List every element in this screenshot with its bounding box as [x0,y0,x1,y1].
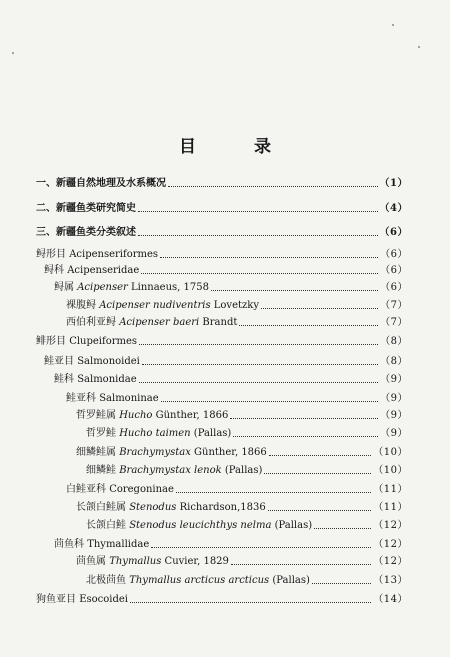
dot-leader [139,382,379,383]
entry-scientific-name: Stenodus [129,502,177,513]
entry-scientific-name: Thymallus [109,556,162,567]
toc-entry[interactable] [86,567,408,587]
entry-chinese-name: 北极茴鱼 [86,575,130,586]
toc-entry[interactable] [76,548,408,568]
toc-page-number: （6） [380,265,408,276]
toc-page-number: （12） [373,520,408,531]
toc-page-number: （8） [380,356,408,367]
toc-entry-label [36,335,139,348]
entry-scientific-name: Thymallus arcticus arcticus [129,575,270,586]
dot-leader [314,528,371,529]
entry-chinese-name: 哲罗鲑属 [76,410,120,421]
entry-chinese-name: 裸腹鲟 [66,300,100,311]
paper-speck [392,24,394,26]
toc-entry[interactable] [54,274,408,294]
dot-leader [268,510,372,511]
toc-entry[interactable] [86,512,408,532]
entry-latin-text: Linnaeus, 1758 [127,282,209,293]
toc-page-number: （13） [373,575,408,586]
toc-page-number: （12） [373,556,408,567]
page-title: 目 录 [179,137,297,157]
dot-leader [138,211,378,212]
entry-latin-text: Lovetzky [210,300,259,311]
dot-leader [231,564,371,565]
toc-entry[interactable] [36,586,408,606]
entry-scientific-name: Acipenser nudiventris [99,300,211,311]
entry-chinese-name: 鲟属 [54,282,78,293]
entry-latin-text: Acipenseridae [67,265,140,276]
entry-chinese-name: 二、新疆鱼类研究简史 [36,203,136,214]
toc-entry-label [36,177,168,190]
toc-entry[interactable] [66,309,408,329]
dot-leader [312,583,371,584]
dot-leader [176,492,371,493]
entry-latin-text: Clupeiformes [69,336,138,347]
toc-page-number: （6） [380,282,408,293]
entry-latin-text: (Pallas) [271,520,313,531]
toc-page-number: （9） [380,428,408,439]
entry-chinese-name: 狗鱼亚目 [36,594,80,605]
toc-entry[interactable] [76,402,408,422]
toc-entry-label [36,593,130,606]
toc-entry[interactable] [76,439,408,459]
toc-entry[interactable] [66,476,408,496]
dot-leader [211,290,378,291]
entry-latin-text: (Pallas) [221,465,263,476]
toc-page-number: （12） [373,539,408,550]
dot-leader [264,473,371,474]
toc-page-number: （11） [373,502,408,513]
entry-latin-text: Cuvier, 1829 [161,556,229,567]
toc-entry[interactable] [44,348,408,368]
entry-chinese-name: 细鳞鲑 [86,465,120,476]
entry-chinese-name: 茴鱼属 [76,556,110,567]
toc-entry[interactable] [86,457,408,477]
toc-entry[interactable] [54,366,408,386]
toc-entry-label [36,202,138,215]
toc-page-number: （6） [380,249,408,260]
entry-chinese-name: 鲟科 [44,265,68,276]
toc-page-number: （11） [373,484,408,495]
entry-latin-text: Coregoninae [109,484,174,495]
toc-page-number: （9） [380,410,408,421]
entry-latin-text: Acipenseriformes [69,249,159,260]
paper-speck [418,46,420,48]
paper-speck [12,52,14,54]
entry-scientific-name: Brachymystax lenok [119,465,222,476]
entry-scientific-name: Acipenser [77,282,128,293]
entry-scientific-name: Hucho taimen [119,428,191,439]
entry-chinese-name: 鲑亚目 [44,356,78,367]
dot-leader [230,418,378,419]
entry-latin-text: Esocoidei [79,594,128,605]
entry-chinese-name: 西伯利亚鲟 [66,317,120,328]
toc-entry[interactable] [76,494,408,514]
toc-page-number: （7） [380,300,408,311]
entry-chinese-name: 细鳞鲑属 [76,447,120,458]
entry-chinese-name: 白鲑亚科 [66,484,110,495]
entry-scientific-name: Acipenser baeri [119,317,200,328]
entry-latin-text: Salmonoidei [77,356,140,367]
entry-scientific-name: Hucho [119,410,153,421]
entry-chinese-name: 鲟形目 [36,249,70,260]
entry-chinese-name: 长颌白鲑 [86,520,130,531]
dot-leader [239,325,378,326]
toc-page-number: （1） [379,178,408,189]
entry-latin-text: Günther, 1866 [152,410,229,421]
entry-latin-text: Thymallidae [87,539,150,550]
entry-latin-text: Richardson,1836 [176,502,266,513]
entry-scientific-name: Brachymystax [119,447,191,458]
entry-latin-text: Brandt [199,317,238,328]
toc-entry[interactable] [86,420,408,440]
entry-latin-text: Salmonidae [77,374,137,385]
toc-page-number: （6） [379,227,408,238]
toc-entry[interactable] [36,195,408,215]
dot-leader [138,235,378,236]
dot-leader [139,344,378,345]
dot-leader [130,602,371,603]
entry-chinese-name: 鲑科 [54,374,78,385]
entry-chinese-name: 哲罗鲑 [86,428,120,439]
entry-latin-text: (Pallas) [190,428,232,439]
entry-chinese-name: 鲱形目 [36,336,70,347]
entry-chinese-name: 鲑亚科 [66,393,100,404]
entry-latin-text: Salmoninae [99,393,159,404]
toc-page-number: （4） [379,203,408,214]
toc-entry[interactable] [36,170,408,190]
toc-page-number: （9） [380,393,408,404]
toc-entry-label [36,226,138,239]
toc-entry[interactable] [36,328,408,348]
toc-page-number: （14） [373,594,408,605]
entry-scientific-name: Stenodus leucichthys nelma [129,520,272,531]
dot-leader [269,455,371,456]
toc-page-number: （9） [380,374,408,385]
entry-chinese-name: 一、新疆自然地理及水系概况 [36,178,166,189]
entry-chinese-name: 长颌白鲑属 [76,502,130,513]
toc-entry[interactable] [36,219,408,239]
toc-page-number: （10） [373,447,408,458]
toc-page-number: （7） [380,317,408,328]
toc-page-number: （10） [373,465,408,476]
entry-chinese-name: 茴鱼科 [54,539,88,550]
dot-leader [142,364,378,365]
toc-page-number: （8） [380,336,408,347]
entry-latin-text: Günther, 1866 [190,447,267,458]
entry-chinese-name: 三、新疆鱼类分类叙述 [36,227,136,238]
entry-latin-text: (Pallas) [269,575,310,586]
dot-leader [233,436,378,437]
dot-leader [168,186,378,187]
